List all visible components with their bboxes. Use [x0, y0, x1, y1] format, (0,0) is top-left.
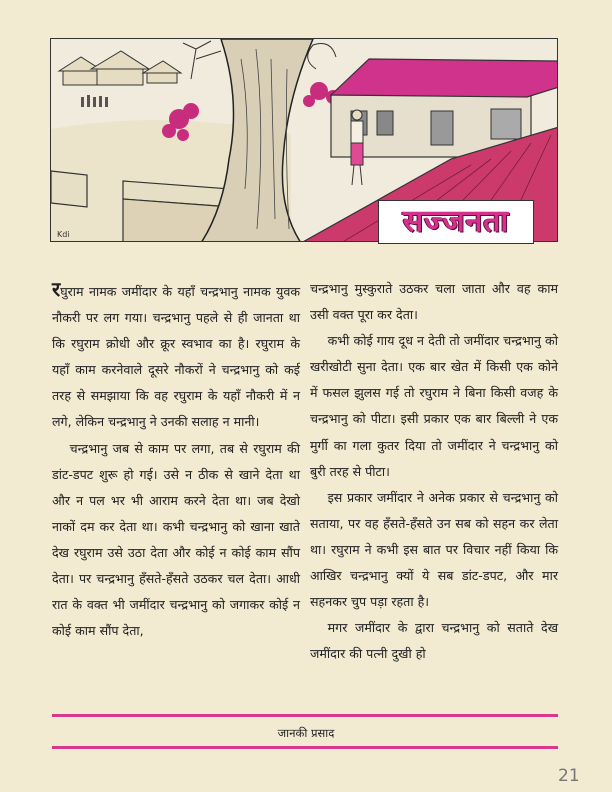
- author-name: जानकी प्रसाद: [277, 726, 335, 740]
- left-text-column: [52, 276, 300, 644]
- top-divider-rule: [52, 714, 558, 717]
- paragraph: चन्द्रभानु जब से काम पर लगा, तब से रघुराम की डांट-डपट शुरू हो गई। उसे न ठीक से खाने देता था और न पल भर भी आराम करने देता था। जब देखो नाकों दम कर देता था। कभी चन्द्रभानु को खाना खाते देख रघुराम उसे उठा देता और कोई न कोई काम सौंप देता। पर चन्द्रभानु हँसते-हँसते उठकर चल देता। आधी रात के वक्त भी जमींदार चन्द्रभानु को जगाकर कोई न कोई काम सौंप देता,: [52, 440, 300, 639]
- drop-cap: र: [52, 277, 61, 301]
- paragraph: रघुराम नामक जमींदार के यहाँ चन्द्रभानु नामक युवक नौकरी पर लग गया। चन्द्रभानु पहले से ही जानता था कि रघुराम क्रोधी और क्रूर स्वभाव का है। रघुराम के यहाँ काम करनेवाले दूसरे नौकरों ने चन्द्रभानु को कई तरह से समझाया कि वह रघुराम के यहाँ नौकरी में न लगे, लेकिन चन्द्रभानु ने उनकी सलाह न मानी।: [52, 277, 300, 430]
- paragraph: इस प्रकार जमींदार ने अनेक प्रकार से चन्द्रभानु को सताया, पर वह हँसते-हँसते उन सब को सहन कर लेता था। रघुराम ने कभी इस बात पर विचार नहीं किया कि आखिर चन्द्रभानु क्यों ये सब डांट-डपट, और मार सहनकर चुप पड़ा रहता है।: [310, 489, 558, 610]
- paragraph: कभी कोई गाय दूध न देती तो जमींदार चन्द्रभानु को खरीखोटी सुना देता। एक बार खेत में किसी एक कोने में फसल झुलस गई तो रघुराम ने बिना किसी वजह के चन्द्रभानु को पीटा। इसी प्रकार एक बार बिल्ली ने एक मुर्गी का गला कुतर दिया तो जमींदार ने चन्द्रभानु को बुरी तरह से पीटा।: [310, 333, 558, 479]
- page-number: 21: [558, 766, 580, 786]
- right-text-column: [310, 276, 558, 667]
- paragraph: चन्द्रभानु मुस्कुराते उठकर चला जाता और वह काम उसी वक्त पूरा कर देता।: [310, 281, 558, 323]
- story-title-box: [378, 200, 534, 244]
- artist-signature: Kdi: [57, 230, 70, 239]
- bottom-divider-rule: [52, 746, 558, 749]
- paragraph: मगर जमींदार के द्वारा चन्द्रभानु को सताते देख जमींदार की पत्नी दुखी हो: [310, 620, 558, 662]
- story-title: सज्जनता: [402, 204, 510, 239]
